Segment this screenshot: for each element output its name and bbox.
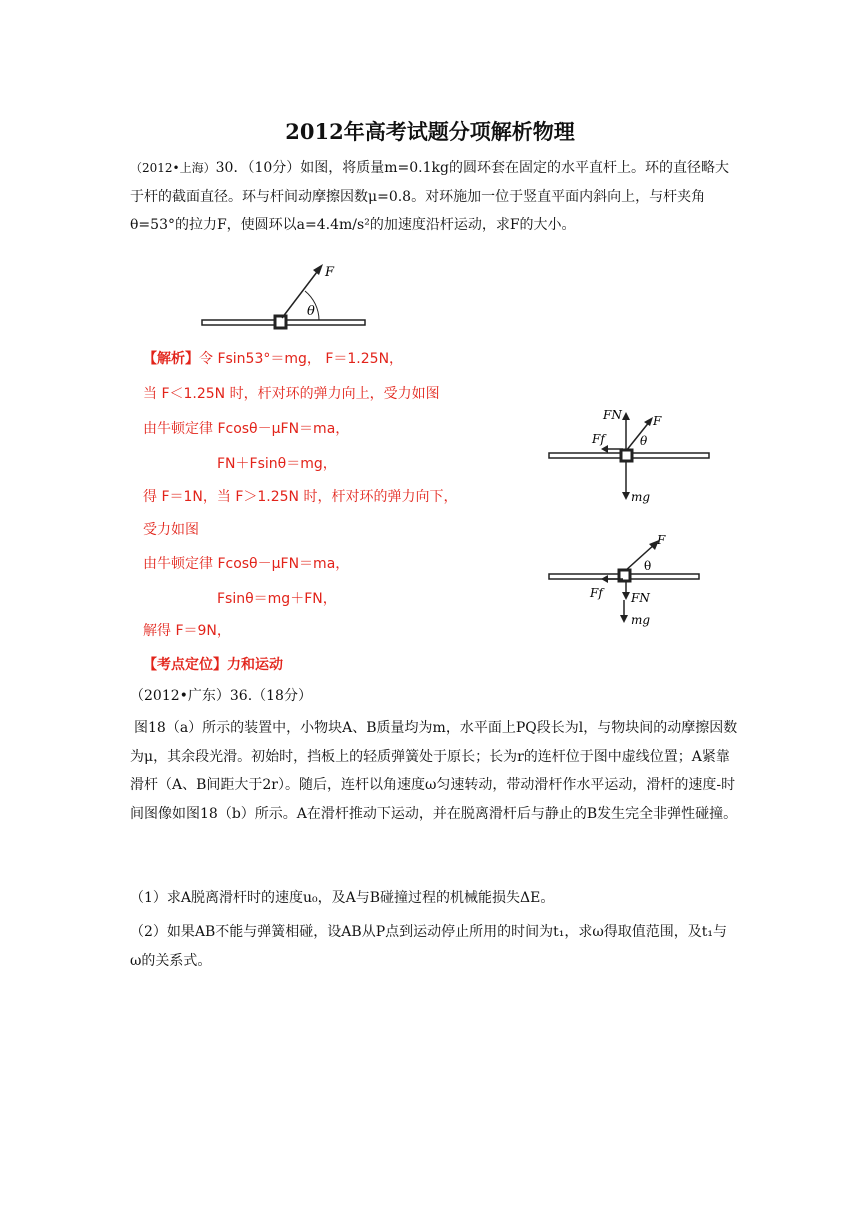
question-2-body: 图18（a）所示的装置中，小物块A、B质量均为m，水平面上PQ段长为l，与物块间的动摩擦因数为μ，其余段光滑。初始时，挡板上的轻质弹簧处于原长；长为r的连杆位于图中虚线位置；A紧靠滑杆（A、B间距大于2r）。随后，连杆以角速度ω匀速转动，带动滑杆作水平运动，滑杆的速度-时间图像如图18（b）所示。A在滑杆推动下运动，并在脱离滑杆后与静止的B发生完全非弹性碰撞。 bbox=[130, 720, 738, 822]
solution-line-8: Fsinθ＝mg＋FN， bbox=[217, 591, 337, 607]
force-diagram-1 bbox=[545, 405, 715, 510]
diagram2-label-theta: θ bbox=[644, 559, 652, 573]
diagram1-label-F: F bbox=[653, 414, 662, 428]
solution-line-7: 由牛顿定律 Fcosθ－μFN＝ma， bbox=[143, 556, 350, 572]
diagram2-label-F: F bbox=[657, 533, 666, 547]
diagram1-label-mg: mg bbox=[631, 490, 651, 504]
diagram2-label-mg: mg bbox=[631, 613, 651, 627]
fig1-label-F: F bbox=[325, 265, 335, 280]
diagram1-label-Ff: Ff bbox=[592, 432, 605, 446]
solution-line-6: 受力如图 bbox=[143, 522, 199, 538]
question-1-source: （2012•上海） bbox=[130, 161, 216, 175]
question-2-header: （2012•广东）36.（18分） bbox=[130, 688, 312, 704]
force-diagram-2 bbox=[545, 530, 705, 635]
diagram2-label-FN: FN bbox=[631, 591, 650, 605]
question-2-part-2: （2）如果AB不能与弹簧相碰，设AB从P点到运动停止所用的时间为t₁，求ω得取值范围，及t₁与ω的关系式。 bbox=[130, 924, 728, 969]
question-2-part-1: （1）求A脱离滑杆时的速度u₀，及A与B碰撞过程的机械能损失ΔE。 bbox=[130, 890, 555, 906]
question-1 bbox=[130, 154, 738, 240]
fig1-label-theta: θ bbox=[307, 304, 315, 319]
diagram2-label-Ff: Ff bbox=[590, 586, 603, 600]
solution-line-2: 当 F＜1.25N 时，杆对环的弹力向上，受力如图 bbox=[143, 386, 440, 402]
question-1-figure bbox=[195, 258, 375, 343]
solution-line-1: 【解析】令 Fsin53°＝mg， F＝1.25N， bbox=[143, 351, 404, 367]
question-1-text: 如图，将质量m=0.1kg的圆环套在固定的水平直杆上。环的直径略大于杆的截面直径。环与杆间动摩擦因数μ=0.8。对环施加一位于竖直平面内斜向上，与杆夹角θ=53°的拉力F，使圆环以a=4.4m/s²的加速度沿杆运动，求F的大小。 bbox=[130, 160, 729, 233]
key-point: 【考点定位】力和运动 bbox=[143, 657, 283, 673]
solution-line-9: 解得 F＝9N， bbox=[143, 623, 231, 639]
solution-line-4: FN＋Fsinθ＝mg， bbox=[217, 456, 337, 472]
solution-line-5: 得 F＝1N，当 F＞1.25N 时，杆对环的弹力向下， bbox=[143, 489, 458, 505]
diagram1-label-theta: θ bbox=[640, 434, 648, 448]
solution-line-3: 由牛顿定律 Fcosθ－μFN＝ma， bbox=[143, 421, 350, 437]
page-title: 2012年高考试题分项解析物理 bbox=[285, 119, 575, 144]
question-1-number: 30．（10分） bbox=[215, 160, 301, 176]
diagram1-label-FN: FN bbox=[603, 408, 622, 422]
